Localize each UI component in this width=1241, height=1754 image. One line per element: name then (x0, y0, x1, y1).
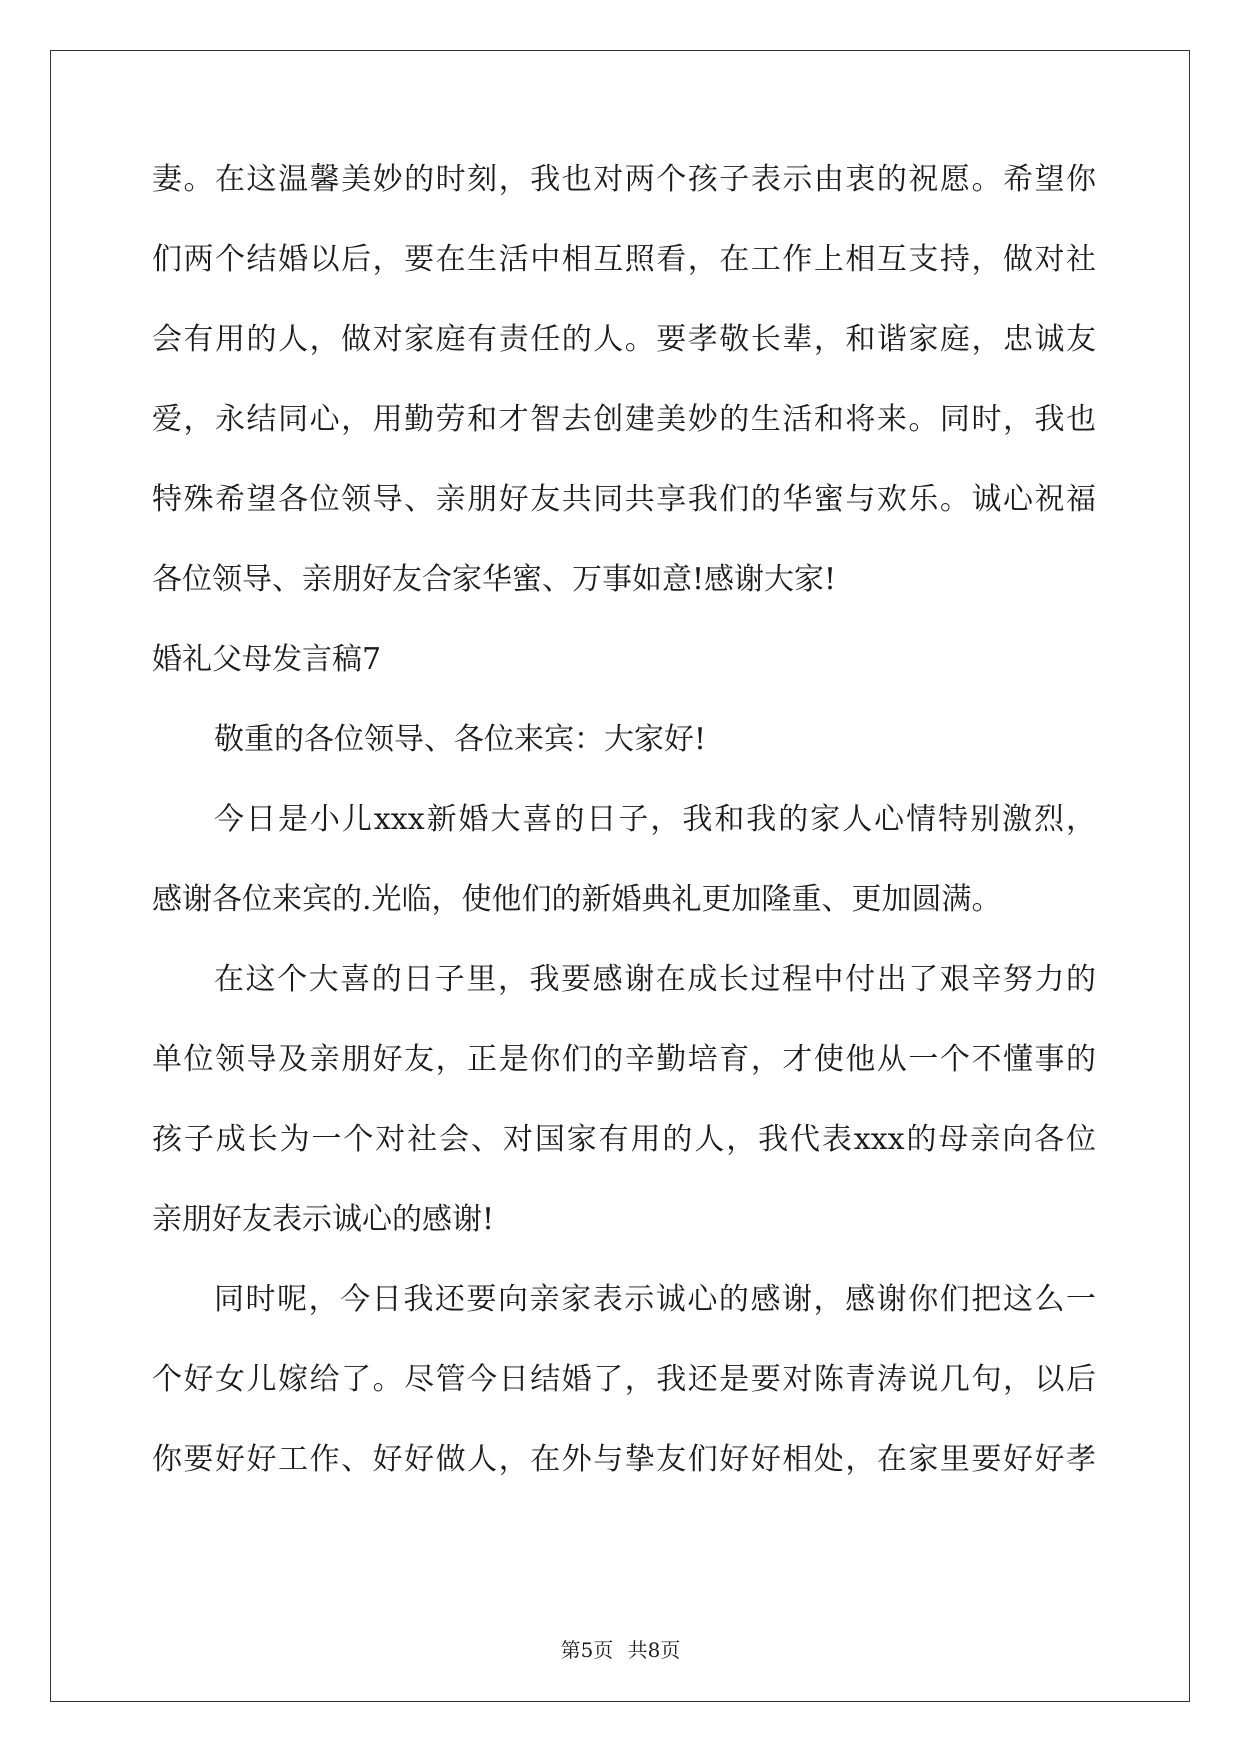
text-line: 们两个结婚以后，要在生活中相互照看，在工作上相互支持，做对社 (152, 242, 1096, 277)
page-footer (0, 1636, 1241, 1664)
text-line: 感谢各位来宾的.光临，使他们的新婚典礼更加隆重、更加圆满。 (152, 882, 1002, 917)
text-line: 你要好好工作、好好做人，在外与挚友们好好相处，在家里要好好孝 (152, 1442, 1096, 1477)
text-line: 特殊希望各位领导、亲朋好友共同共享我们的华蜜与欢乐。诚心祝福 (152, 482, 1096, 517)
text-line: 在这个大喜的日子里，我要感谢在成长过程中付出了艰辛努力的 (214, 962, 1096, 997)
text-line: 会有用的人，做对家庭有责任的人。要孝敬长辈，和谐家庭，忠诚友 (152, 322, 1096, 357)
text-line: 今日是小儿xxx新婚大喜的日子，我和我的家人心情特别激烈， (214, 802, 1096, 837)
salutation: 敬重的各位领导、各位来宾：大家好! (214, 722, 707, 757)
text-line: 个好女儿嫁给了。尽管今日结婚了，我还是要对陈青涛说几句，以后 (152, 1362, 1096, 1397)
text-line: 单位领导及亲朋好友，正是你们的辛勤培育，才使他从一个不懂事的 (152, 1042, 1096, 1077)
total-pages: 共8页 (627, 1638, 681, 1662)
document-body (152, 160, 1096, 1520)
text-line: 同时呢，今日我还要向亲家表示诚心的感谢，感谢你们把这么一 (214, 1282, 1096, 1317)
text-line: 各位领导、亲朋好友合家华蜜、万事如意!感谢大家! (152, 562, 837, 597)
text-line: 爱，永结同心，用勤劳和才智去创建美妙的生活和将来。同时，我也 (152, 402, 1096, 437)
text-line: 妻。在这温馨美妙的时刻，我也对两个孩子表示由衷的祝愿。希望你 (152, 162, 1096, 197)
text-line: 亲朋好友表示诚心的感谢! (152, 1202, 495, 1237)
current-page-number: 第5页 (560, 1638, 614, 1662)
section-heading: 婚礼父母发言稿7 (152, 642, 382, 677)
text-line: 孩子成长为一个对社会、对国家有用的人，我代表xxx的母亲向各位 (152, 1122, 1096, 1157)
